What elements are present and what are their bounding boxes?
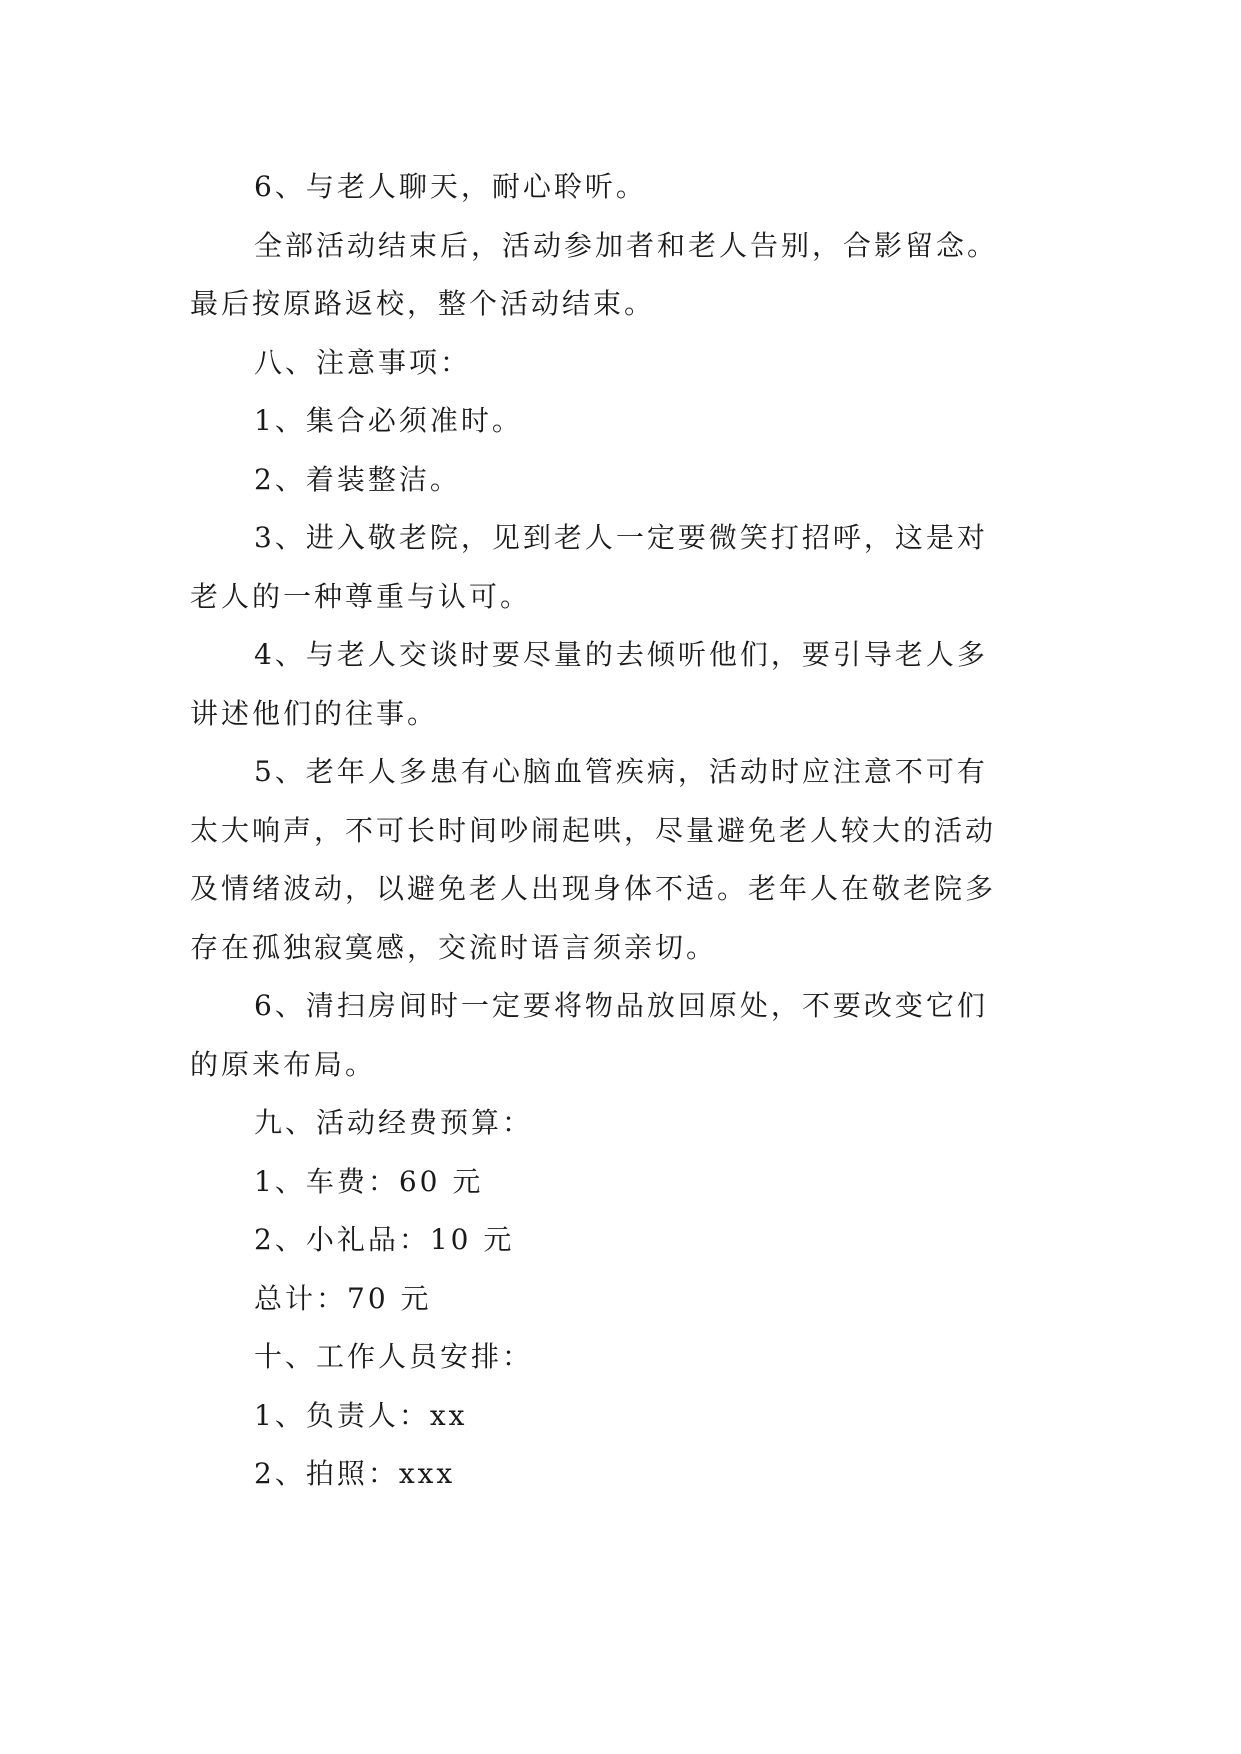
section-heading: 十、工作人员安排：	[254, 1340, 534, 1373]
list-item: 2、着装整洁。	[254, 462, 461, 496]
text-line: 存在孤独寂寞感，交流时语言须亲切。	[190, 930, 718, 964]
list-item: 3、进入敬老院，见到老人一定要微笑打招呼，这是对	[254, 521, 988, 554]
list-item: 4、与老人交谈时要尽量的去倾听他们，要引导老人多	[254, 638, 988, 671]
section-heading: 九、活动经费预算：	[254, 1106, 534, 1139]
text-line: 的原来布局。	[190, 1047, 377, 1081]
list-item: 1、车费：60 元	[254, 1164, 484, 1198]
text-line: 老人的一种尊重与认可。	[190, 579, 532, 613]
text-line: 6、与老人聊天，耐心聆听。	[254, 170, 647, 203]
total-line: 总计：70 元	[254, 1281, 432, 1315]
text-line: 全部活动结束后，活动参加者和老人告别，合影留念。	[254, 228, 999, 262]
text-line: 太大响声，不可长时间吵闹起哄，尽量避免老人较大的活动	[190, 813, 997, 847]
text-line: 及情绪波动，以避免老人出现身体不适。老年人在敬老院多	[190, 872, 997, 905]
document-body	[190, 158, 1050, 1504]
list-item: 5、老年人多患有心脑血管疾病，活动时应注意不可有	[254, 755, 988, 788]
text-line: 最后按原路返校，整个活动结束。	[190, 287, 656, 320]
list-item: 2、拍照：xxx	[254, 1457, 456, 1490]
section-heading: 八、注意事项：	[254, 345, 472, 379]
list-item: 1、负责人：xx	[254, 1398, 468, 1432]
text-line: 讲述他们的往事。	[190, 696, 439, 730]
list-item: 6、清扫房间时一定要将物品放回原处，不要改变它们	[254, 989, 988, 1022]
list-item: 1、集合必须准时。	[254, 404, 523, 437]
list-item: 2、小礼品：10 元	[254, 1223, 515, 1256]
